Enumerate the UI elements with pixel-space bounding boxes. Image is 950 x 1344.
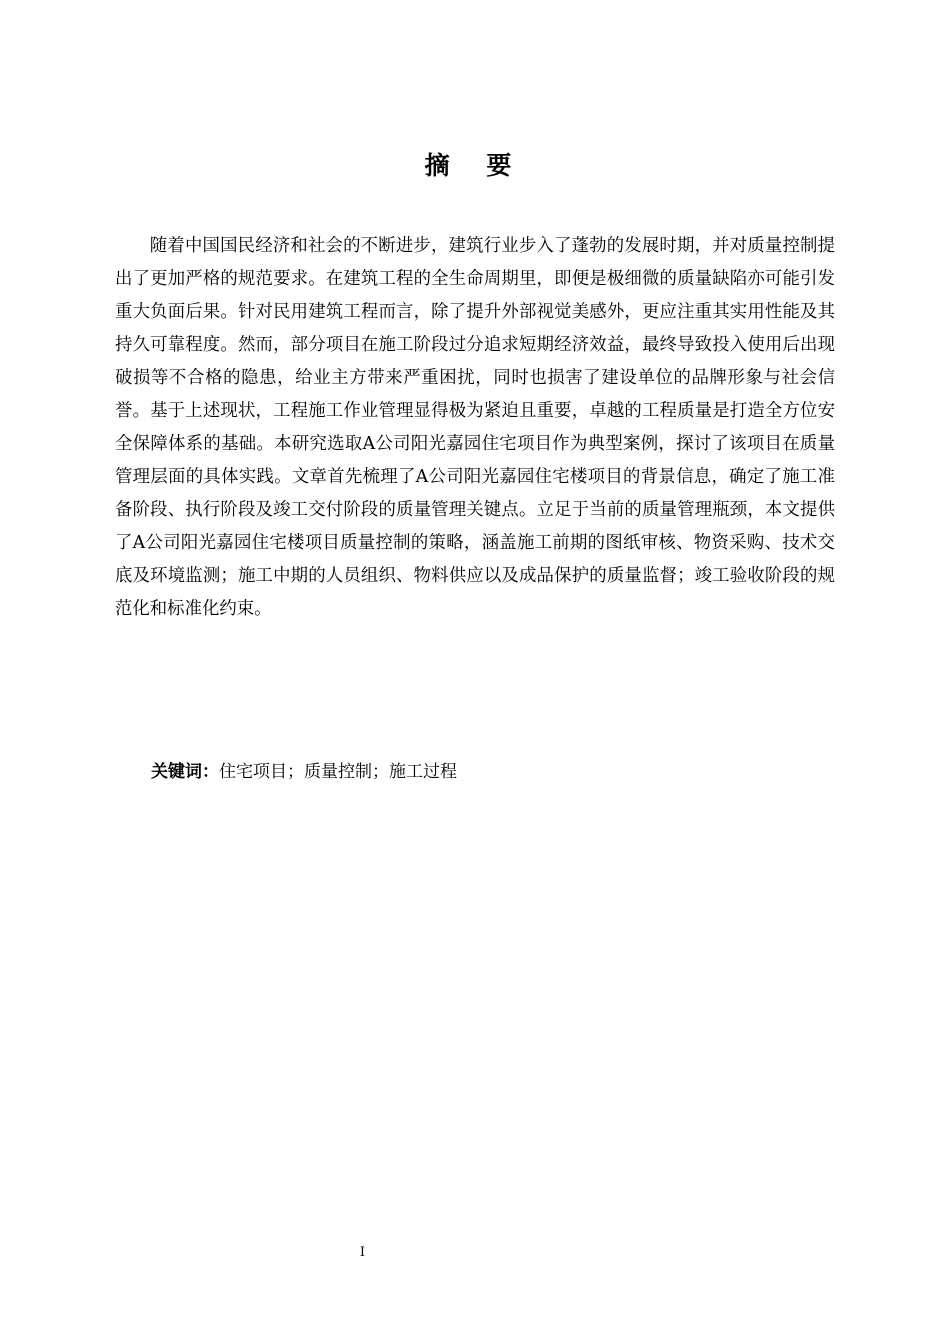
page-title: 摘 要 [424, 151, 526, 180]
keywords-text: 住宅项目；质量控制；施工过程 [219, 762, 457, 782]
page-number: I [359, 1245, 366, 1260]
keywords-line [151, 757, 851, 787]
abstract-body: 随着中国国民经济和社会的不断进步，建筑行业步入了蓬勃的发展时期，并对质量控制提出了更加严格的规范要求。在建筑工程的全生命周期里，即便是极细微的质量缺陷亦可能引发重大负面后果。针对民用建筑工程而言，除了提升外部视觉美感外，更应注重其实用性能及其持久可靠程度。然而，部分项目在施工阶段过分追求短期经济效益，最终导致投入使用后出现破损等不合格的隐患，给业主方带来严重困扰，同时也损害了建设单位的品牌形象与社会信誉。基于上述现状，工程施工作业管理显得极为紧迫且重要，卓越的工程质量是打造全方位安全保障体系的基础。本研究选取A公司阳光嘉园住宅项目作为典型案例，探讨了该项目在质量管理层面的具体实践。文章首先梳理了A公司阳光嘉园住宅楼项目的背景信息，确定了施工准备阶段、执行阶段及竣工交付阶段的质量管理关键点。立足于当前的质量管理瓶颈，本文提供了A公司阳光嘉园住宅楼项目质量控制的策略，涵盖施工前期的图纸审核、物资采购、技术交底及环境监测；施工中期的人员组织、物料供应以及成品保护的质量监督；竣工验收阶段的规范化和标准化约束。 [115, 236, 835, 619]
keywords-label: 关键词： [151, 762, 219, 782]
